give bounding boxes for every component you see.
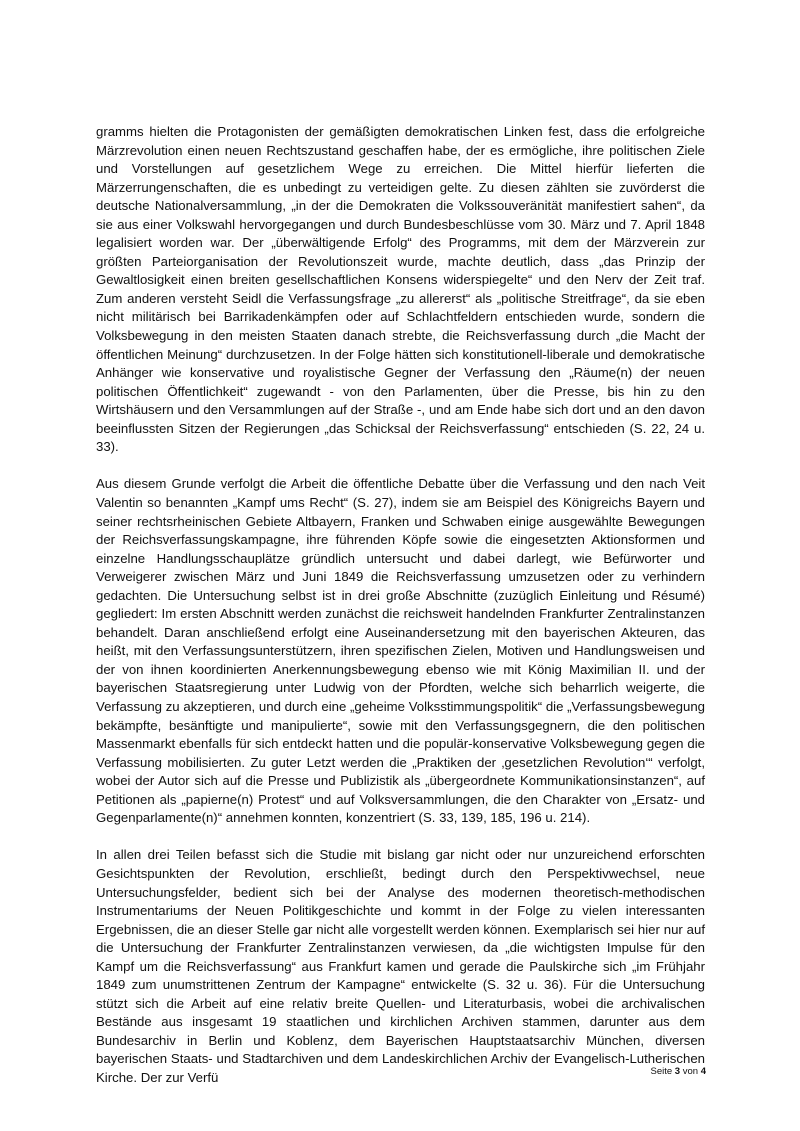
footer-page-total: 4 bbox=[700, 1066, 706, 1077]
paragraph-1: gramms hielten die Protagonisten der gemäßigten demokratischen Linken fest, dass die erfolgreiche Märzrevolution einen neuen Rechtszustand geschaffen habe, der es ermögliche, ihre politischen Ziele und Vorstellungen auf gesetzlichem Wege zu erreichen. Die Mittel hierfür lieferten die Märzerrungenschaften, die es unbedingt zu verteidigen gelte. Zu diesen zählten sie zuvörderst die deutsche Nationalversammlung, „in der die Demokraten die Volkssouveränität manifestiert sahen“, da sie aus einer Volkswahl hervorgegangen und durch Bundesbeschlüsse vom 30. März und 7. April 1848 legalisiert worden war. Der „überwältigende Erfolg“ des Programms, mit dem der Märzverein zur größten Parteiorganisation der Revolutionszeit wurde, machte deutlich, dass „das Prinzip der Gewaltlosigkeit einen breiten gesellschaftlichen Konsens widerspiegelte“ und den Nerv der Zeit traf. Zum anderen versteht Seidl die Verfassungsfrage „zu allererst“ als „politische Streitfrage“, da sie eben nicht militärisch bei Barrikadenkämpfen oder auf Schlachtfeldern entschieden wurde, sondern die Volksbewegung in den meisten Staaten danach strebte, die Reichsverfassung durch „die Macht der öffentlichen Meinung“ durchzusetzen. In der Folge hätten sich konstitutionell-liberale und demokratische Anhänger wie konservative und royalistische Gegner der Verfassung den „Räume(n) der neuen politischen Öffentlichkeit“ zugewandt - von den Parlamenten, über die Presse, bis hin zu den Wirtshäusern und den Versammlungen auf der Straße -, und am Ende habe sich dort und an den davon beeinflussten Sitzen der Regierungen „das Schicksal der Reichsverfassung“ entschieden (S. 22, 24 u. 33). bbox=[96, 124, 705, 455]
body-text bbox=[96, 123, 705, 1106]
footer-separator: von bbox=[680, 1066, 701, 1077]
footer-page-number: 3 bbox=[674, 1066, 681, 1077]
page-footer bbox=[560, 1066, 706, 1077]
paragraph-3: In allen drei Teilen befasst sich die Studie mit bislang gar nicht oder nur unzureichend erforschten Gesichtspunkten der Revolution, erschließt, bedingt durch den Perspektivwechsel, neue Untersuchungsfelder, bedient sich bei der Analyse des modernen theoretisch-methodischen Instrumentariums der Neuen Politikgeschichte und kommt in der Folge zu vielen interessanten Ergebnissen, die an dieser Stelle gar nicht alle vorgestellt werden können. Exemplarisch sei hier nur auf die Untersuchung der Frankfurter Zentralinstanzen verwiesen, da „die wichtigsten Impulse für den Kampf um die Reichsverfassung“ aus Frankfurt kamen und gerade die Paulskirche sich „im Frühjahr 1849 zum unumstrittenen Zentrum der Kampagne“ entwickelte (S. 32 u. 36). Für die Untersuchung stützt sich die Arbeit auf eine relativ breite Quellen- und Literaturbasis, wobei die archivalischen Bestände aus insgesamt 19 staatlichen und kirchlichen Archiven stammen, darunter aus dem Bundesarchiv in Berlin und Koblenz, dem Bayerischen Hauptstaatsarchiv München, diversen bayerischen Staats- und Stadtarchiven und dem Landeskirchlichen Archiv der Evangelisch-Lutherischen Kirche. Der zur Verfü bbox=[96, 847, 705, 1085]
paragraph-2: Aus diesem Grunde verfolgt die Arbeit die öffentliche Debatte über die Verfassung und den nach Veit Valentin so benannten „Kampf ums Recht“ (S. 27), indem sie am Beispiel des Königreichs Bayern und seiner rechtsrheinischen Gebiete Altbayern, Franken und Schwaben einige ausgewählte Bewegungen der Reichsverfassungskampagne, ihre führenden Köpfe sowie die eingesetzten Aktionsformen und einzelne Handlungsschauplätze gründlich untersucht und dabei darlegt, wie Befürworter und Verweigerer zwischen März und Juni 1849 die Reichsverfassung umzusetzen oder zu verhindern gedachten. Die Untersuchung selbst ist in drei große Abschnitte (zuzüglich Einleitung und Résumé) gegliedert: Im ersten Abschnitt werden zunächst die reichsweit handelnden Frankfurter Zentralinstanzen behandelt. Daran anschließend erfolgt eine Auseinandersetzung mit den bayerischen Akteuren, das heißt, mit den Verfassungsunterstützern, ihren spezifischen Zielen, Motiven und Handlungsweisen und der von ihnen koordinierten Anerkennungsbewegung ebenso wie mit König Maximilian II. und der bayerischen Staatsregierung unter Ludwig von der Pfordten, welche sich beharrlich weigerte, die Verfassung zu akzeptieren, und durch eine „geheime Volksstimmungspolitik“ die „Verfassungsbewegung bekämpfte, besänftigte und manipulierte“, sowie mit den Verfassungsgegnern, die den politischen Massenmarkt ebenfalls für sich entdeckt hatten und die populär-konservative Volksbewegung gegen die Verfassung mobilisierten. Zu guter Letzt werden die „Praktiken der ‚gesetzlichen Revolution‘“ verfolgt, wobei der Autor sich auf die Presse und Publizistik als „übergeordnete Kommunikationsinstanzen“, auf Petitionen als „papierne(n) Protest“ und auf Volksversammlungen, die den Charakter von „Ersatz- und Gegenparlamente(n)“ annehmen konnten, konzentriert (S. 33, 139, 185, 196 u. 214). bbox=[96, 476, 705, 826]
footer-prefix: Seite bbox=[650, 1066, 675, 1077]
